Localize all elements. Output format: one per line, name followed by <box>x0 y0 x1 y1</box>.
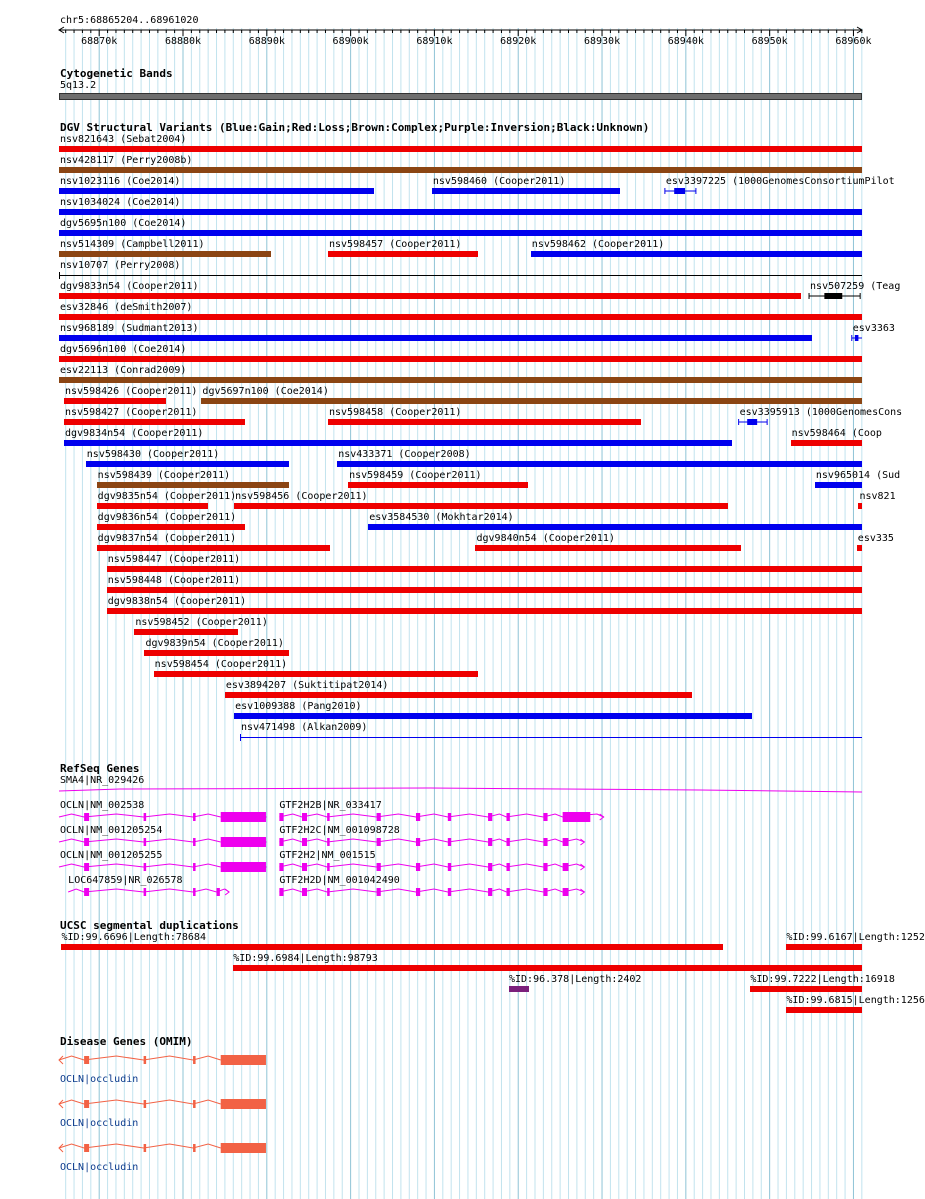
refseq-exon <box>416 863 420 871</box>
dgv-item-label[interactable]: dgv9837n54 (Cooper2011) <box>97 533 237 544</box>
refseq-exon <box>488 863 492 871</box>
dgv-item-label[interactable]: dgv5697n100 (Coe2014) <box>202 386 329 397</box>
dgv-item-block <box>674 188 685 194</box>
refseq-exon <box>377 863 381 871</box>
dgv-item-start-cap <box>59 272 60 279</box>
segdup-label[interactable]: %ID:99.7222|Length:16918 <box>750 974 895 985</box>
dgv-item-label[interactable]: esv3395913 (1000GenomesCons <box>739 407 903 418</box>
dgv-item-label[interactable]: dgv9835n54 (Cooper2011) <box>97 491 237 502</box>
refseq-exon <box>302 888 307 896</box>
dgv-item-bar[interactable] <box>201 398 862 404</box>
ruler-tick-label: 68960k <box>835 36 872 47</box>
dgv-item-bar[interactable] <box>154 671 478 677</box>
refseq-exon <box>377 888 381 896</box>
dgv-item-bar[interactable] <box>59 209 862 215</box>
refseq-exon <box>327 838 330 846</box>
dgv-item-bar[interactable] <box>64 398 166 404</box>
segdup-track-title[interactable]: UCSC segmental duplications <box>60 919 239 932</box>
refseq-intron-line <box>279 889 584 892</box>
refseq-exon <box>488 813 492 821</box>
dgv-item-label[interactable]: nsv598462 (Cooper2011) <box>531 239 665 250</box>
dgv-item-label[interactable]: nsv598447 (Cooper2011) <box>107 554 241 565</box>
dgv-item-bar[interactable] <box>0 417 890 427</box>
dgv-item-bar[interactable] <box>59 314 862 320</box>
dgv-item-label[interactable]: esv3894207 (Suktitipat2014) <box>225 680 389 691</box>
region-label: chr5:68865204..68961020 <box>60 15 199 26</box>
dgv-item-bar[interactable] <box>97 503 208 509</box>
dgv-item-bar[interactable] <box>59 230 862 236</box>
cytoband-bar[interactable] <box>59 93 862 100</box>
refseq-exon <box>327 863 330 871</box>
refseq-gene-label[interactable]: GTF2H2C|NM_001098728 <box>279 825 400 836</box>
refseq-gene-label[interactable]: GTF2H2|NM_001515 <box>279 850 376 861</box>
refseq-exon <box>506 838 509 846</box>
refseq-exon <box>563 812 591 822</box>
refseq-intron-line <box>279 864 584 867</box>
omim-exon <box>84 1056 89 1064</box>
dgv-item-bar[interactable] <box>858 503 862 509</box>
refseq-exon <box>488 888 492 896</box>
dgv-item-bar[interactable] <box>0 186 890 196</box>
omim-exon <box>84 1100 89 1108</box>
refseq-exon <box>563 888 569 896</box>
refseq-exon <box>543 888 547 896</box>
dgv-item-bar[interactable] <box>0 291 890 301</box>
dgv-item-label[interactable]: esv22113 (Conrad2009) <box>60 365 187 376</box>
segdup-label[interactable]: %ID:96.378|Length:2402 <box>509 974 642 985</box>
dgv-item-label[interactable]: dgv9834n54 (Cooper2011) <box>64 428 204 439</box>
omim-exon <box>221 1099 266 1109</box>
dgv-item-bar[interactable] <box>531 251 862 257</box>
omim-exon <box>221 1055 266 1065</box>
dgv-item-label[interactable]: nsv598452 (Cooper2011) <box>135 617 268 628</box>
dgv-item-block <box>747 419 757 425</box>
dgv-item-label[interactable]: nsv10707 (Perry2008) <box>60 260 181 271</box>
refseq-exon <box>506 863 509 871</box>
refseq-exon <box>488 838 492 846</box>
dgv-item-label[interactable]: nsv598460 (Cooper2011) <box>432 176 566 187</box>
dgv-item-bar[interactable] <box>59 167 862 173</box>
ruler-tick-label: 68940k <box>667 36 704 47</box>
omim-exon <box>193 1144 196 1152</box>
dgv-item-bar[interactable] <box>857 545 862 551</box>
dgv-item-bar[interactable] <box>97 545 331 551</box>
omim-exon <box>84 1144 89 1152</box>
omim-intron-line <box>59 1056 221 1060</box>
refseq-long-gene-label[interactable]: SMA4|NR_029426 <box>60 775 145 786</box>
dgv-item-label[interactable]: esv32846 (deSmith2007) <box>60 302 193 313</box>
dgv-item-label[interactable]: nsv598439 (Cooper2011) <box>97 470 231 481</box>
refseq-exon <box>377 838 381 846</box>
dgv-item-label[interactable]: nsv968189 (Sudmant2013) <box>60 323 199 334</box>
dgv-item-label[interactable]: nsv428117 (Perry2008b) <box>60 155 193 166</box>
refseq-long-gene-line[interactable] <box>0 786 890 796</box>
refseq-exon <box>302 838 307 846</box>
refseq-exon <box>563 838 569 846</box>
dgv-item-block <box>855 335 859 341</box>
omim-exon <box>193 1100 196 1108</box>
refseq-gene-label[interactable]: OCLN|NM_001205254 <box>60 825 163 836</box>
dgv-item-label[interactable]: nsv507259 (Teag <box>810 281 901 292</box>
omim-gene-label[interactable]: OCLN|occludin <box>60 1118 139 1129</box>
dgv-item-bar[interactable] <box>225 692 692 698</box>
dgv-item-bar[interactable] <box>64 440 732 446</box>
dgv-item-bar[interactable] <box>134 629 238 635</box>
dgv-item-label[interactable]: nsv1034024 (Coe2014) <box>60 197 181 208</box>
dgv-item-label[interactable]: nsv598456 (Cooper2011) <box>235 491 368 502</box>
refseq-strand-arrow <box>580 864 584 870</box>
refseq-gene-label[interactable]: OCLN|NM_002538 <box>60 800 145 811</box>
refseq-intron-line <box>279 839 584 842</box>
dgv-item-bar[interactable] <box>348 482 528 488</box>
omim-gene-model[interactable] <box>0 1054 890 1070</box>
segdup-label[interactable]: %ID:99.6815|Length:1256 <box>786 995 925 1006</box>
dgv-item-bar[interactable] <box>59 377 862 383</box>
refseq-exon <box>543 863 547 871</box>
refseq-exon <box>279 838 283 846</box>
refseq-strand-arrow <box>580 889 584 895</box>
segdup-label[interactable]: %ID:99.6984|Length:98793 <box>233 953 378 964</box>
dgv-item-label[interactable]: nsv598454 (Cooper2011) <box>154 659 288 670</box>
refseq-gene-label[interactable]: GTF2H2B|NR_033417 <box>279 800 382 811</box>
refseq-gene-label[interactable]: GTF2H2D|NM_001042490 <box>279 875 400 886</box>
ruler-tick-label: 68880k <box>164 36 202 47</box>
dgv-item-label[interactable]: nsv433371 (Cooper2008) <box>338 449 471 460</box>
omim-exon <box>221 1143 266 1153</box>
dgv-item-bar[interactable] <box>791 440 862 446</box>
dgv-item-bar[interactable] <box>0 333 890 343</box>
dgv-item-bar[interactable] <box>59 146 862 152</box>
dgv-item-label[interactable]: nsv598426 (Cooper2011) <box>64 386 198 397</box>
refseq-exon <box>279 888 283 896</box>
dgv-item-label[interactable]: nsv598457 (Cooper2011) <box>328 239 462 250</box>
dgv-item-label[interactable]: nsv821 <box>859 491 896 502</box>
ruler-tick-label: 68920k <box>500 36 537 47</box>
dgv-item-bar[interactable] <box>59 275 862 276</box>
dgv-item-label[interactable]: dgv9838n54 (Cooper2011) <box>107 596 247 607</box>
refseq-exon <box>416 813 420 821</box>
dgv-item-label[interactable]: nsv598458 (Cooper2011) <box>328 407 462 418</box>
dgv-item-label[interactable]: nsv1023116 (Coe2014) <box>60 176 181 187</box>
omim-exon <box>193 1056 196 1064</box>
dgv-item-bar[interactable] <box>59 251 271 257</box>
dgv-item-block <box>824 293 842 299</box>
refseq-gene-label[interactable]: LOC647859|NR_026578 <box>68 875 183 886</box>
refseq-strand-arrow <box>600 814 604 820</box>
omim-intron-line <box>59 1144 221 1148</box>
segdup-bar[interactable] <box>61 944 722 950</box>
refseq-exon <box>448 813 451 821</box>
refseq-exon <box>279 863 283 871</box>
segdup-bar[interactable] <box>786 1007 862 1013</box>
dgv-item-bar[interactable] <box>328 251 478 257</box>
dgv-item-bar[interactable] <box>107 608 862 614</box>
dgv-item-bar[interactable] <box>59 356 862 362</box>
dgv-item-label[interactable]: dgv5695n100 (Coe2014) <box>60 218 187 229</box>
cytoband-label: 5q13.2 <box>60 80 97 91</box>
omim-gene-label[interactable]: OCLN|occludin <box>60 1162 139 1173</box>
dgv-item-label[interactable]: esv1009388 (Pang2010) <box>235 701 362 712</box>
refseq-strand-arrow <box>580 839 584 845</box>
dgv-item-label[interactable]: esv3397225 (1000GenomesConsortiumPilot <box>665 176 895 187</box>
dgv-item-label[interactable]: nsv598448 (Cooper2011) <box>107 575 241 586</box>
dgv-item-label[interactable]: nsv821643 (Sebat2004) <box>60 134 187 145</box>
refseq-exon <box>506 888 509 896</box>
dgv-item-label[interactable]: esv3584530 (Mokhtar2014) <box>369 512 514 523</box>
dgv-item-label[interactable]: nsv598459 (Cooper2011) <box>349 470 482 481</box>
dgv-item-bar[interactable] <box>107 566 862 572</box>
omim-intron-line <box>59 1100 221 1104</box>
dgv-item-label[interactable]: dgv9839n54 (Cooper2011) <box>145 638 284 649</box>
omim-exon <box>144 1056 147 1064</box>
position-ruler <box>0 26 890 48</box>
segdup-bar[interactable] <box>233 965 862 971</box>
refseq-exon <box>416 838 420 846</box>
ruler-tick-label: 68930k <box>583 36 621 47</box>
omim-track-title[interactable]: Disease Genes (OMIM) <box>60 1035 193 1048</box>
ruler-tick-label: 68910k <box>416 36 453 47</box>
refseq-exon <box>302 863 307 871</box>
refseq-exon <box>506 813 509 821</box>
omim-strand-arrow <box>59 1100 63 1108</box>
dgv-item-label[interactable]: nsv598427 (Cooper2011) <box>64 407 198 418</box>
dgv-item-bar[interactable] <box>368 524 862 530</box>
dgv-track-title[interactable]: DGV Structural Variants (Blue:Gain;Red:Loss;Brown:Complex;Purple:Inversion;Black:Unknown) <box>60 121 650 134</box>
omim-gene-model[interactable] <box>0 1098 890 1114</box>
dgv-item-label[interactable]: dgv9836n54 (Cooper2011) <box>97 512 237 523</box>
refseq-exon <box>327 888 330 896</box>
refseq-exon <box>448 863 451 871</box>
dgv-item-bar[interactable] <box>475 545 741 551</box>
dgv-item-bar[interactable] <box>97 524 245 530</box>
long-gene-intron-line <box>59 788 862 792</box>
refseq-exon <box>279 813 283 821</box>
dgv-item-label[interactable]: dgv9840n54 (Cooper2011) <box>476 533 615 544</box>
refseq-gene-label[interactable]: OCLN|NM_001205255 <box>60 850 163 861</box>
dgv-item-bar[interactable] <box>234 503 728 509</box>
dgv-item-bar[interactable] <box>107 587 862 593</box>
omim-exon <box>144 1100 147 1108</box>
refseq-exon <box>543 838 547 846</box>
dgv-item-label[interactable]: nsv598430 (Cooper2011) <box>86 449 220 460</box>
dgv-item-label[interactable]: nsv598464 (Coop <box>791 428 882 439</box>
refseq-exon <box>302 813 307 821</box>
refseq-exon <box>327 813 330 821</box>
refseq-exon <box>416 888 420 896</box>
refseq-exon <box>448 888 451 896</box>
omim-gene-label[interactable]: OCLN|occludin <box>60 1074 139 1085</box>
refseq-track-title[interactable]: RefSeq Genes <box>60 762 140 775</box>
ruler-tick-label: 68950k <box>751 36 788 47</box>
dgv-item-label[interactable]: nsv965014 (Sud <box>815 470 901 481</box>
omim-strand-arrow <box>59 1056 63 1064</box>
ruler-tick-label: 68890k <box>248 36 285 47</box>
ruler-tick-label: 68870k <box>81 36 118 47</box>
segdup-bar[interactable] <box>786 944 862 950</box>
omim-exon <box>144 1144 147 1152</box>
dgv-item-bar[interactable] <box>337 461 862 467</box>
dgv-item-label[interactable]: nsv514309 (Campbell2011) <box>60 239 205 250</box>
dgv-item-label[interactable]: esv3363 <box>852 323 895 334</box>
omim-gene-model[interactable] <box>0 1142 890 1158</box>
dgv-item-bar[interactable] <box>144 650 289 656</box>
dgv-item-bar[interactable] <box>234 713 752 719</box>
dgv-item-bar[interactable] <box>815 482 862 488</box>
dgv-item-bar[interactable] <box>97 482 290 488</box>
dgv-item-label[interactable]: esv335 <box>857 533 894 544</box>
refseq-exon <box>563 863 569 871</box>
dgv-item-label[interactable]: dgv5696n100 (Coe2014) <box>60 344 187 355</box>
cytoband-track-title[interactable]: Cytogenetic Bands <box>60 67 173 80</box>
segdup-bar[interactable] <box>750 986 862 992</box>
dgv-item-label[interactable]: nsv471498 (Alkan2009) <box>240 722 368 733</box>
dgv-item-label[interactable]: dgv9833n54 (Cooper2011) <box>60 281 199 292</box>
segdup-label[interactable]: %ID:99.6696|Length:78684 <box>61 932 206 943</box>
dgv-item-bar[interactable] <box>240 737 862 738</box>
segdup-bar[interactable] <box>509 986 529 992</box>
refseq-exon <box>448 838 451 846</box>
segdup-label[interactable]: %ID:99.6167|Length:1252 <box>786 932 925 943</box>
dgv-item-start-cap <box>240 734 241 741</box>
refseq-gene-model[interactable] <box>0 886 890 902</box>
refseq-exon <box>377 813 381 821</box>
refseq-exon <box>543 813 547 821</box>
omim-strand-arrow <box>59 1144 63 1152</box>
dgv-item-bar[interactable] <box>86 461 290 467</box>
ruler-tick-label: 68900k <box>332 36 369 47</box>
